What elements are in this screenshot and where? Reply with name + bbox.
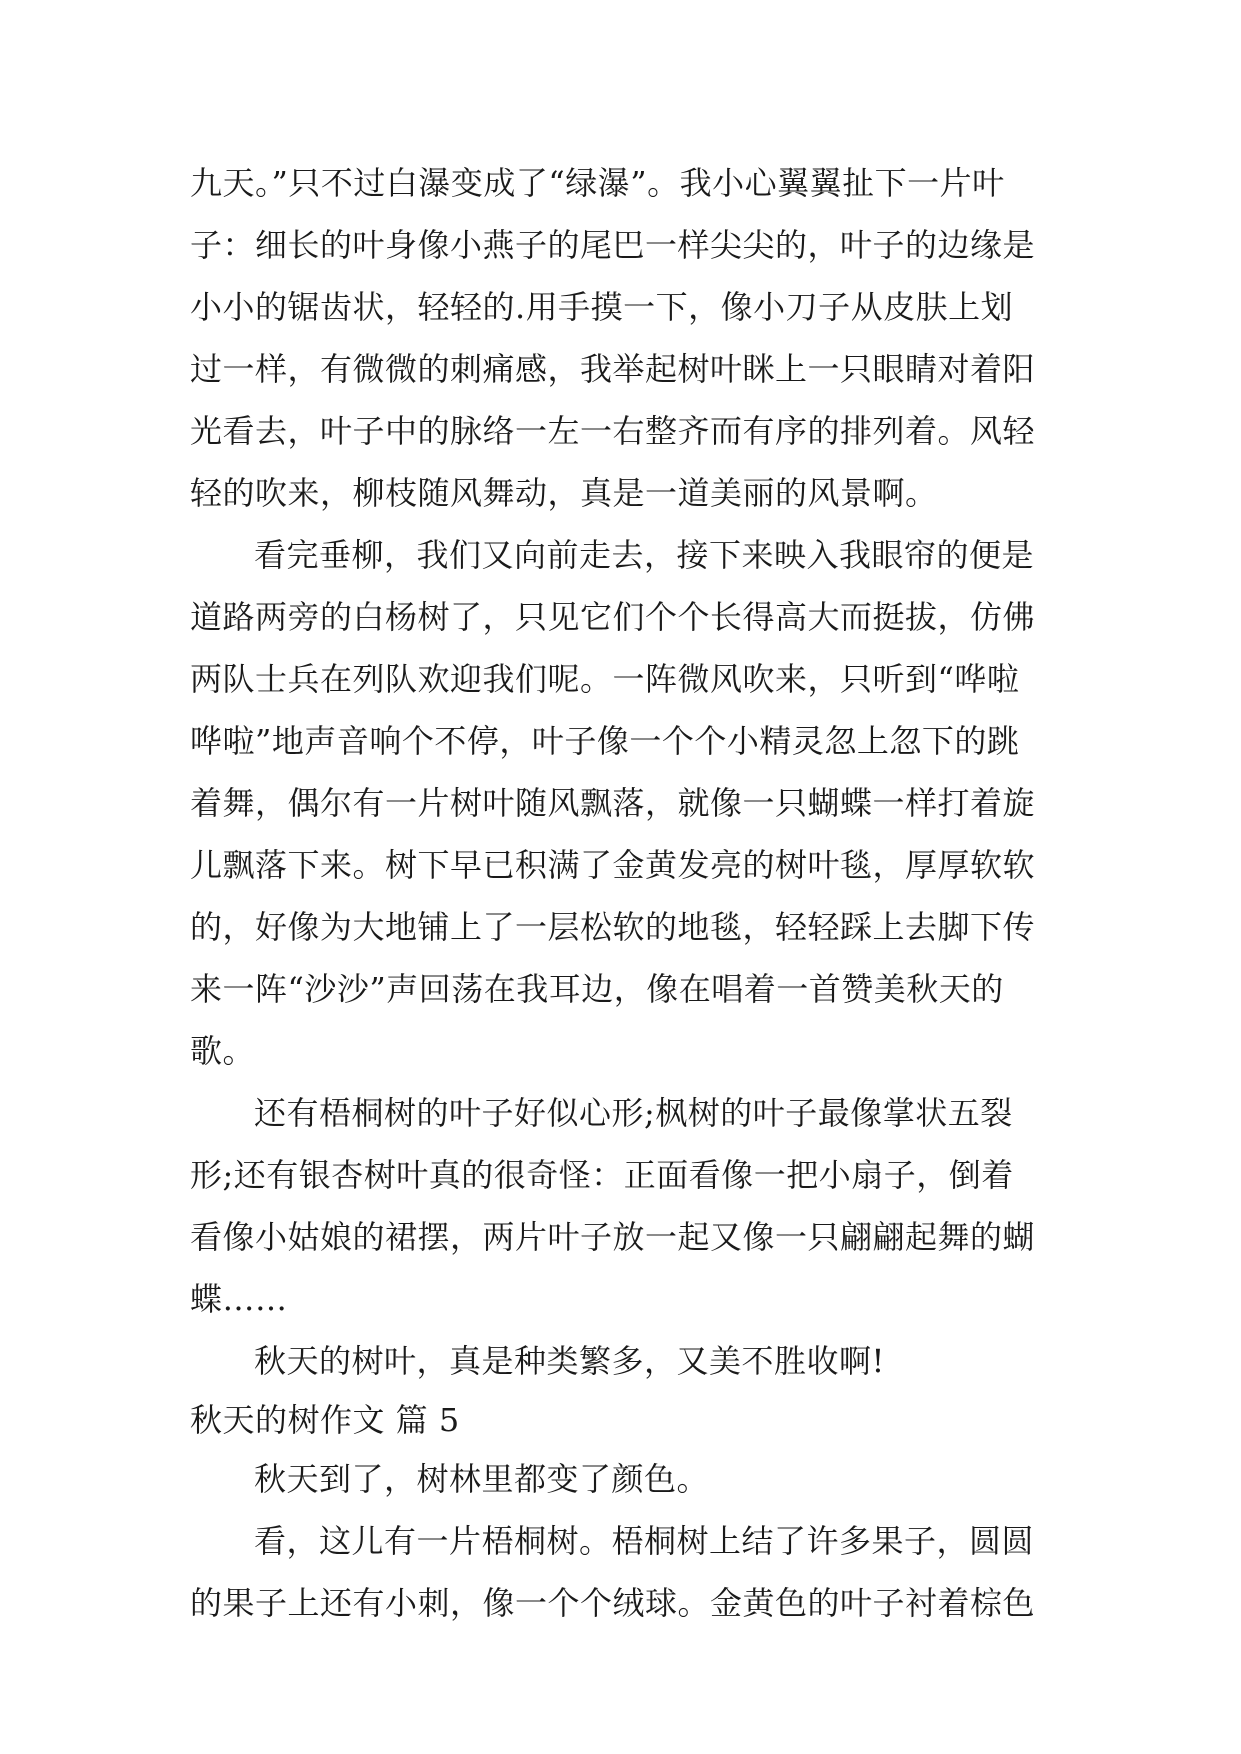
text-line: 的果子上还有小刺，像一个个绒球。金黄色的叶子衬着棕色 — [190, 1584, 1036, 1622]
text-line: 子：细长的叶身像小燕子的尾巴一样尖尖的，叶子的边缘是 — [190, 226, 1036, 264]
section-heading: 秋天的树作文 篇 5 — [190, 1401, 460, 1439]
document-page — [190, 152, 1052, 1634]
text-line: 看像小姑娘的裙摆，两片叶子放一起又像一只翩翩起舞的蝴 — [190, 1218, 1036, 1256]
text-line: 轻的吹来，柳枝随风舞动，真是一道美丽的风景啊。 — [190, 474, 938, 512]
paragraph-start-line: 看，这儿有一片梧桐树。梧桐树上结了许多果子，圆圆 — [254, 1522, 1035, 1560]
text-line: 九天。”只不过白瀑变成了“绿瀑”。我小心翼翼扯下一片叶 — [190, 164, 1005, 202]
text-line: 哗啦”地声音响个不停，叶子像一个个小精灵忽上忽下的跳 — [190, 722, 1020, 760]
text-line: 光看去，叶子中的脉络一左一右整齐而有序的排列着。风轻 — [190, 412, 1036, 450]
text-line: 的，好像为大地铺上了一层松软的地毯，轻轻踩上去脚下传 — [190, 908, 1036, 946]
text-line: 着舞，偶尔有一片树叶随风飘落，就像一只蝴蝶一样打着旋 — [190, 784, 1036, 822]
text-line: 道路两旁的白杨树了，只见它们个个长得高大而挺拔，仿佛 — [190, 598, 1036, 636]
text-line: 来一阵“沙沙”声回荡在我耳边，像在唱着一首赞美秋天的 — [190, 970, 1004, 1008]
text-line: 蝶…… — [190, 1280, 288, 1318]
paragraph-start-line: 看完垂柳，我们又向前走去，接下来映入我眼帘的便是 — [254, 536, 1035, 574]
text-line: 过一样，有微微的刺痛感，我举起树叶眯上一只眼睛对着阳 — [190, 350, 1036, 388]
text-line: 形;还有银杏树叶真的很奇怪：正面看像一把小扇子，倒着 — [190, 1156, 1014, 1194]
paragraph-start-line: 秋天到了，树林里都变了颜色。 — [254, 1460, 710, 1498]
text-line: 歌。 — [190, 1032, 256, 1070]
text-line: 儿飘落下来。树下早已积满了金黄发亮的树叶毯，厚厚软软 — [190, 846, 1036, 884]
paragraph-start-line: 秋天的树叶，真是种类繁多，又美不胜收啊! — [254, 1342, 885, 1380]
text-line: 两队士兵在列队欢迎我们呢。一阵微风吹来，只听到“哗啦 — [190, 660, 1020, 698]
paragraph-start-line: 还有梧桐树的叶子好似心形;枫树的叶子最像掌状五裂 — [254, 1094, 1013, 1132]
text-line: 小小的锯齿状，轻轻的.用手摸一下，像小刀子从皮肤上划 — [190, 288, 1014, 326]
